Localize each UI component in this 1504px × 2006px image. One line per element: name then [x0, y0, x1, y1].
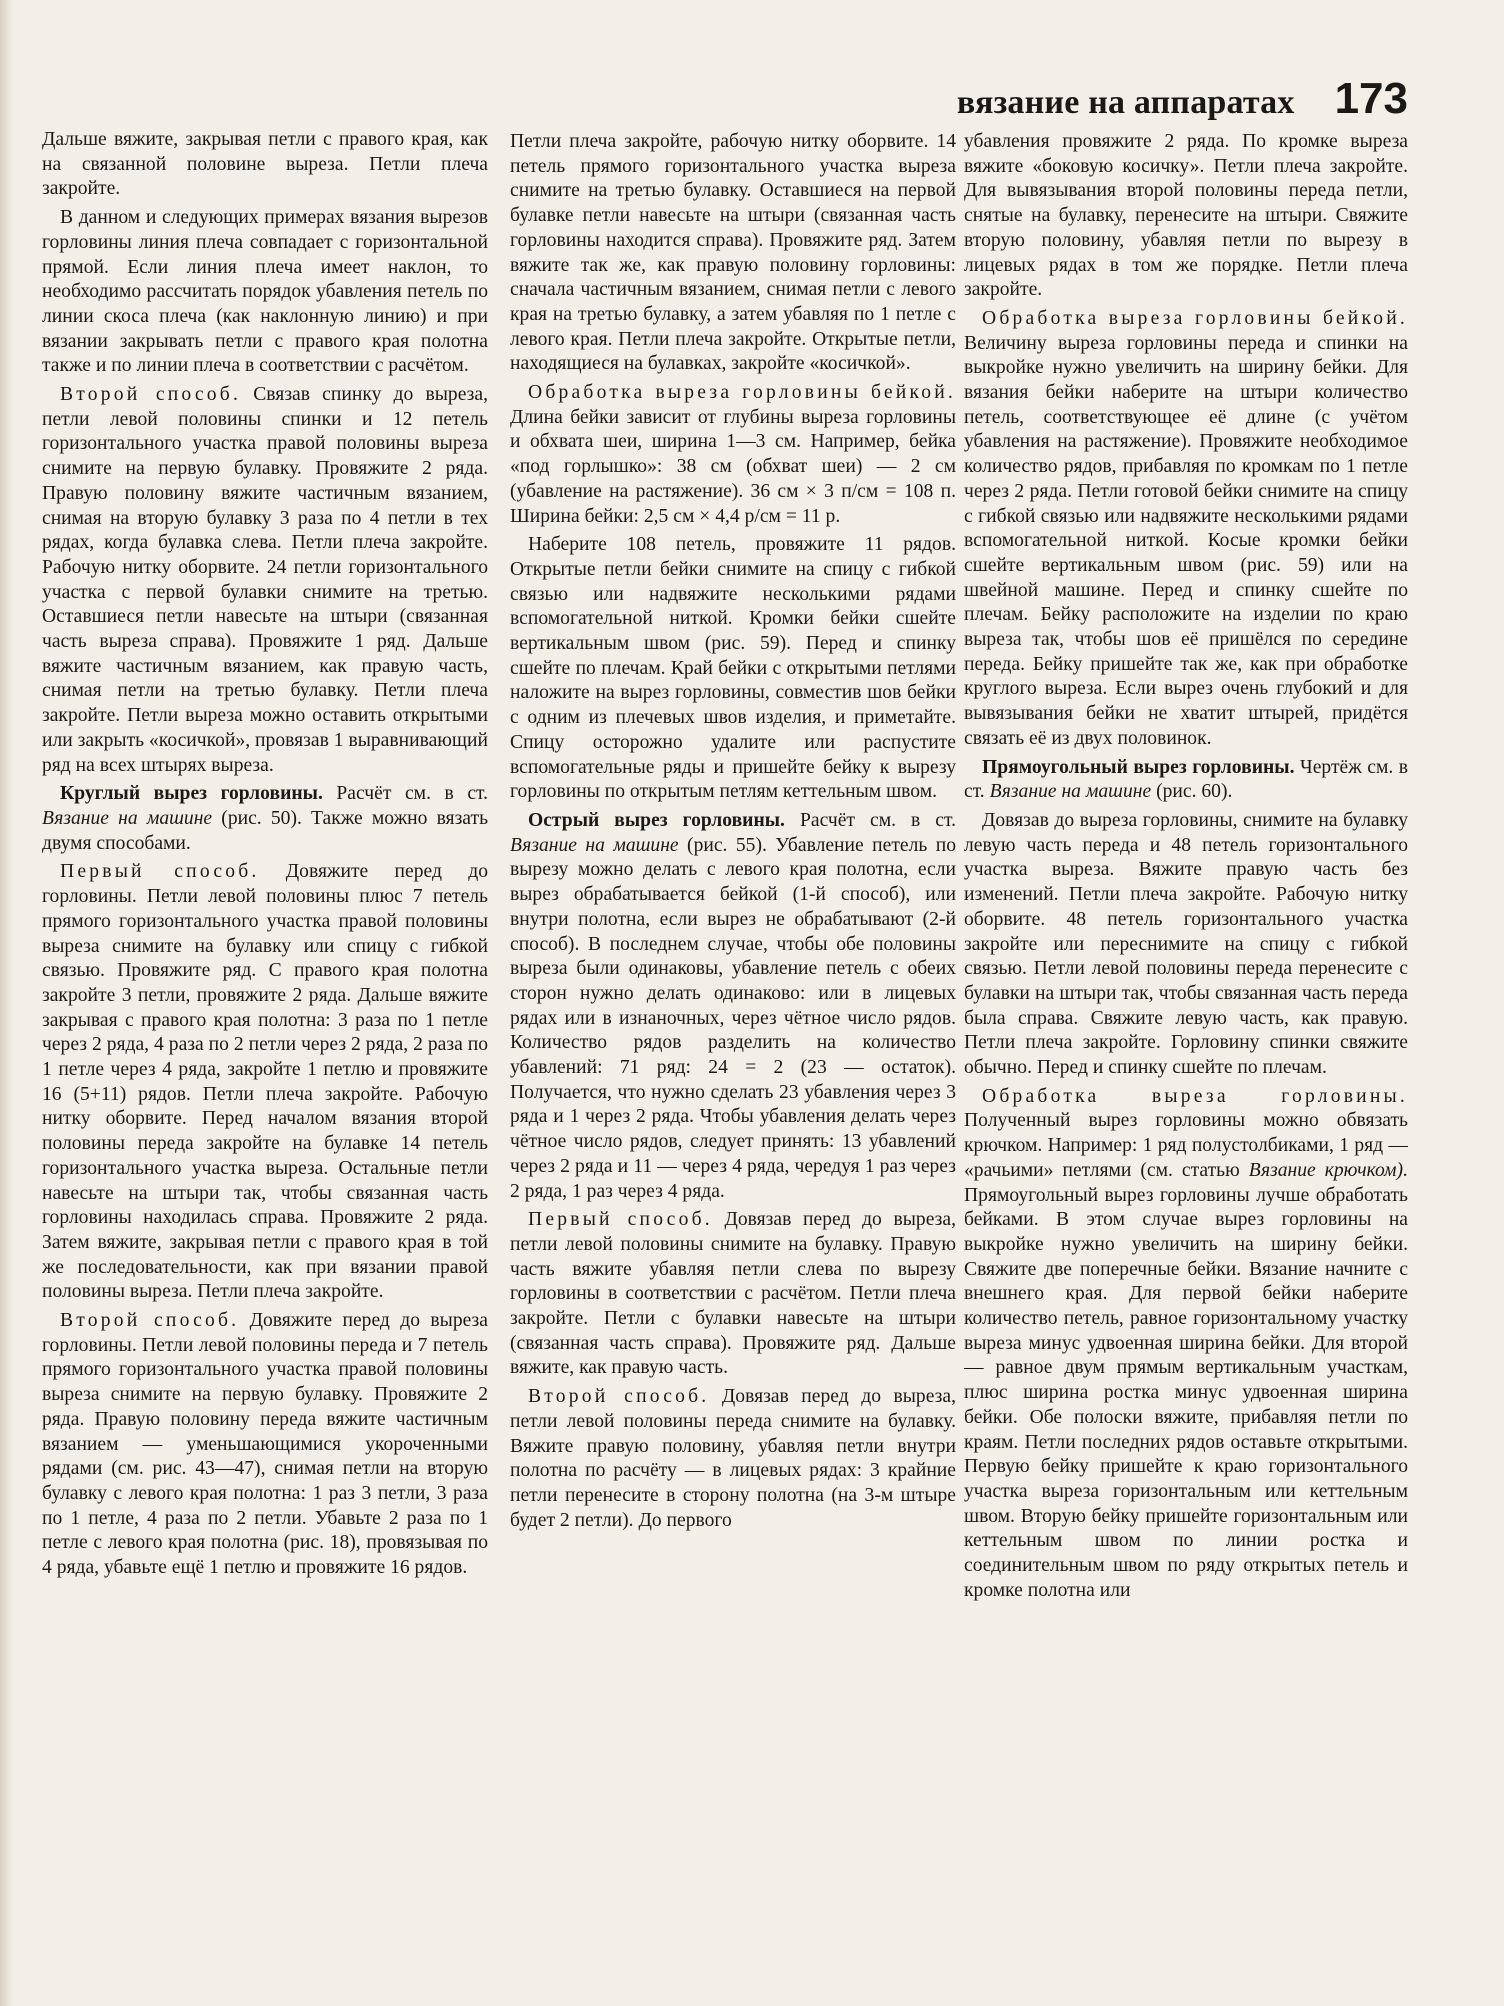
paragraph-text: Полученный вырез горловины можно обвязать крючком. Например: 1 ряд полустолбиками, 1 ряд — «рачьими» петлями (см. статью: [964, 1110, 1408, 1181]
paragraph-heading: Обработка выреза горловины бейкой.: [528, 382, 956, 404]
paragraph-text: Довязав перед до выреза, петли левой половины снимите на булавку. Правую часть вяжите убавляя петли слева по вырезу горловины в соответствии с расчётом. Петли плеча закройте. Петли с булавки навесьте на штыри (связанная часть справа). Провяжите ряд. Дальше вяжите, как правую часть.: [510, 1209, 956, 1379]
paragraph-reference: Вязание на машине: [42, 807, 213, 829]
paragraph: [42, 860, 488, 1305]
running-header: [957, 74, 1408, 124]
paragraph-heading: Второй способ.: [60, 384, 242, 406]
paragraph-heading: Острый вырез горловины.: [528, 809, 785, 831]
paragraph-text: Наберите 108 петель, провяжите 11 рядов. Открытые петли бейки снимите на спицу с гибкой связью или надвяжите несколькими рядами вспомогательной ниткой. Кромки бейки сшейте вертикальным швом (рис. 59). Перед и спинку сшейте по плечам. Край бейки с открытыми петлями наложите на вырез горловины, совместив шов бейки с одним из плечевых швов изделия, и приметайте. Спицу осторожно удалите или распустите вспомогательные ряды и пришейте бейку к вырезу горловины по открытым петлям кеттельным швом.: [510, 534, 956, 803]
paragraph-heading: Первый способ.: [528, 1209, 713, 1231]
paragraph-text: Довяжите перед до горловины. Петли левой половины плюс 7 петель прямого горизонтального участка правой половины выреза снимите на булавку или спицу с гибкой связью. Провяжите ряд. С правого края полотна закройте 3 петли, провяжите 2 ряда. Дальше вяжите закрывая с правого края полотна: 3 раза по 1 петле через 2 ряда, 4 раза по 2 петли через 2 ряда, 2 раза по 1 петле через 4 ряда, закройте 1 петлю и провяжите 16 (5+11) рядов. Петли плеча закройте. Рабочую нитку оборвите. Перед началом вязания второй половины переда закройте на булавке 14 петель горизонтального участка выреза. Остальные петли навесьте на штыри так, чтобы связанная часть горловины находилась справа. Провяжите 2 ряда. Затем вяжите, закрывая петли с правого края в той же последовательности, как при вязании правой половины выреза. Петли плеча закройте.: [42, 861, 488, 1303]
paragraph: [42, 782, 488, 856]
page-number: 173: [1334, 74, 1408, 123]
paragraph: [510, 533, 956, 805]
paragraph-text: Довязав перед до выреза, петли левой половины переда снимите на булавку. Вяжите правую половину, убавляя петли внутри полотна по расчёту — в лицевых рядах: 3 крайние петли перенесите в сторону полотна (на 3-м штыре будет 2 петли). До первого: [510, 1386, 956, 1531]
paragraph-heading: Первый способ.: [60, 861, 260, 883]
paragraph: [510, 1385, 956, 1533]
paragraph-text: Петли плеча закройте, рабочую нитку оборвите. 14 петель прямого горизонтального участка выреза снимите на третью булавку. Оставшиеся на первой булавке петли навесьте на штыри (связанная часть горловины находится справа). Провяжите ряд. Затем вяжите так же, как правую половину горловины: сначала частичным вязанием, снимая петли с левого края на третью булавку, а затем убавляя по 1 петле с левого края. Петли плеча закройте. Открытые петли, находящиеся на булавках, закройте «косичкой».: [510, 131, 956, 375]
paragraph: [964, 130, 1408, 303]
paragraph-heading: Второй способ.: [60, 1310, 240, 1332]
paragraph: [964, 809, 1408, 1081]
paragraph-text: Чертёж см. в ст.: [964, 756, 1408, 803]
paragraph-heading: Круглый вырез горловины.: [60, 783, 323, 805]
paragraph-text-tail: (рис. 50). Также можно вязать двумя способами.: [42, 807, 488, 854]
paragraph-text: В данном и следующих примерах вязания вырезов горловины линия плеча совпадает с горизонтальной прямой. Если линия плеча имеет наклон, то необходимо рассчитать порядок убавления петель по линии скоса плеча (как наклонную линию) и при вязании закрывать петли с правого края полотна также и по линии плеча в соответствии с расчётом.: [42, 207, 488, 377]
paragraph-reference: Вязание на машине: [510, 834, 679, 856]
paragraph: [964, 1085, 1408, 1604]
paragraph: [42, 128, 488, 202]
paragraph-text: убавления провяжите 2 ряда. По кромке выреза вяжите «боковую косичку». Петли плеча закройте. Для вывязывания второй половины переда петли, снятые на булавку, перенесите на штыри. Свяжите вторую половину, убавляя петли по вырезу в лицевых рядах в том же порядке. Петли плеча закройте.: [964, 131, 1408, 301]
paragraph-heading: Обработка выреза горловины бейкой.: [982, 307, 1408, 329]
paragraph: [42, 206, 488, 379]
text-column-1: [42, 128, 488, 1958]
paragraph-heading: Второй способ.: [528, 1386, 710, 1408]
paragraph-reference: Вязание на машине: [989, 781, 1152, 803]
text-column-2: [510, 130, 956, 1960]
paragraph: [510, 381, 956, 529]
paragraph-text: Довяжите перед до выреза горловины. Петли левой половины переда и 7 петель прямого горизонтального участка правой половины выреза снимите на первую булавку. Провяжите 2 ряда. Правую половину переда вяжите частичным вязанием — уменьшающимися укороченными рядами (см. рис. 43—47), снимая петли на вторую булавку с левого края полотна: 1 раз 3 петли, 3 раза по 1 петле, 4 раза по 2 петли. Убавьте 2 раза по 1 петле с левого края полотна (рис. 18), провязывая по 4 ряда, убавьте ещё 1 петлю и провяжите 16 рядов.: [42, 1310, 488, 1579]
paragraph-heading: Прямоугольный вырез горловины.: [982, 756, 1295, 778]
text-column-3: [964, 130, 1408, 1960]
paragraph-text-tail: (рис. 60).: [1151, 781, 1233, 803]
section-title: вязание на аппаратах: [956, 84, 1295, 121]
paragraph-text-tail: (рис. 55). Убавление петель по вырезу можно делать с левого края полотна, если вырез обрабатывается бейкой (1-й способ), или внутри полотна, если вырез не обрабатывают (2-й способ). В последнем случае, чтобы обе половины выреза были одинаковы, убавление петель с обеих сторон нужно делать одинаково: или в лицевых рядах или в изнаночных, через чётное число рядов. Количество рядов разделить на количество убавлений: 71 ряд: 24 = 2 (23 — остаток). Получается, что нужно сделать 23 убавления через 3 ряда и 1 через 2 ряда. Чтобы убавления делать через чётное число рядов, следует принять: 13 убавлений через 2 ряда и 11 — через 4 ряда, чередуя 1 раз через 2 ряда, 1 раз через 4 ряда.: [510, 834, 956, 1202]
paragraph: [964, 756, 1408, 805]
paragraph-text-tail: Прямоугольный вырез горловины лучше обработать бейками. В этом случае вырез горловины на выкройке нужно увеличить на ширину бейки. Свяжите две поперечные бейки. Вязание начните с внешнего края. Для первой бейки наберите количество петель, равное горизонтальному участку выреза минус удвоенная ширина бейки. Для второй — равное двум прямым вертикальным участкам, плюс ширина ростка минус удвоенная ширина бейки. Обе полоски вяжите, прибавляя петли по краям. Петли последних рядов оставьте открытыми. Первую бейку пришейте к краю горизонтального участка выреза горизонтальным или кеттельным швом. Вторую бейку пришейте горизонтальным или кеттельным швом по линии ростка и соединительным швом по ряду открытых петель и кромке полотна или: [964, 1184, 1408, 1601]
paragraph-text: Дальше вяжите, закрывая петли с правого края, как на связанной половине выреза. Петли плеча закройте.: [42, 129, 488, 200]
paragraph: [510, 809, 956, 1204]
paragraph: [42, 383, 488, 778]
paragraph-text: Расчёт см. в ст.: [784, 809, 956, 831]
page-gutter-shadow: [0, 0, 14, 2006]
paragraph-text: Довязав до выреза горловины, снимите на булавку левую часть переда и 48 петель горизонтального участка выреза. Вяжите правую часть без изменений. Петли плеча закройте. Рабочую нитку оборвите. 48 петель горизонтального участка закройте или переснимите на спицу с гибкой связью. Петли левой половины переда перенесите с булавки на штыри так, чтобы связанная часть переда была справа. Свяжите левую часть, как правую. Петли плеча закройте. Горловину спинки свяжите обычно. Перед и спинку сшейте по плечам.: [964, 809, 1408, 1079]
paragraph-text: Величину выреза горловины переда и спинки на выкройке нужно увеличить на ширину бейки. Для вязания бейки наберите на штыри количество петель, соответствующее её длине (с учётом убавления на растяжение). Провяжите необходимое количество рядов, прибавляя по кромкам по 1 петле через 2 ряда. Петли готовой бейки снимите на спицу с гибкой связью или надвяжите несколькими рядами вспомогательной ниткой. Косые кромки бейки сшейте вертикальным швом (рис. 59) или на швейной машине. Перед и спинку сшейте по плечам. Бейку расположите на изделии по краю выреза так, чтобы шов её пришёлся по середине переда. Бейку пришейте так же, как при обработке круглого выреза. Если вырез очень глубокий и для вывязывания бейки не хватит штырей, придётся связать её из двух половинок.: [964, 332, 1408, 749]
paragraph: [964, 307, 1408, 752]
paragraph-text: Длина бейки зависит от глубины выреза горловины и обхвата шеи, ширина 1—3 см. Например, бейка «под горлышко»: 38 см (обхват шеи) — 2 см (убавление на растяжение). 36 см × 3 п/см = 108 п. Ширина бейки: 2,5 см × 4,4 р/см = 11 р.: [510, 406, 956, 527]
paragraph: [510, 130, 956, 377]
paragraph-text: Связав спинку до выреза, петли левой половины спинки и 12 петель горизонтального участка правой половины выреза снимите на первую булавку. Провяжите 2 ряда. Правую половину вяжите частичным вязанием, снимая на вторую булавку 3 раза по 4 петли в тех рядах, когда булавка слева. Петли плеча закройте. Рабочую нитку оборвите. 24 петли горизонтального участка с первой булавки снимите на третью. Оставшиеся петли навесьте на штыри (связанная часть выреза справа). Провяжите 1 ряд. Дальше вяжите частичным вязанием, как правую часть, снимая петли на третью булавку. Петли плеча закройте. Петли выреза можно оставить открытыми или закрыть «косичкой», провязав 1 выравнивающий ряд на всех штырях выреза.: [42, 384, 488, 776]
paragraph-heading: Обработка выреза горловины.: [982, 1085, 1408, 1107]
paragraph: [510, 1208, 956, 1381]
paragraph-reference: Вязание крючком).: [1248, 1159, 1408, 1181]
paragraph-text: Расчёт см. в ст.: [322, 783, 488, 805]
paragraph: [42, 1309, 488, 1581]
